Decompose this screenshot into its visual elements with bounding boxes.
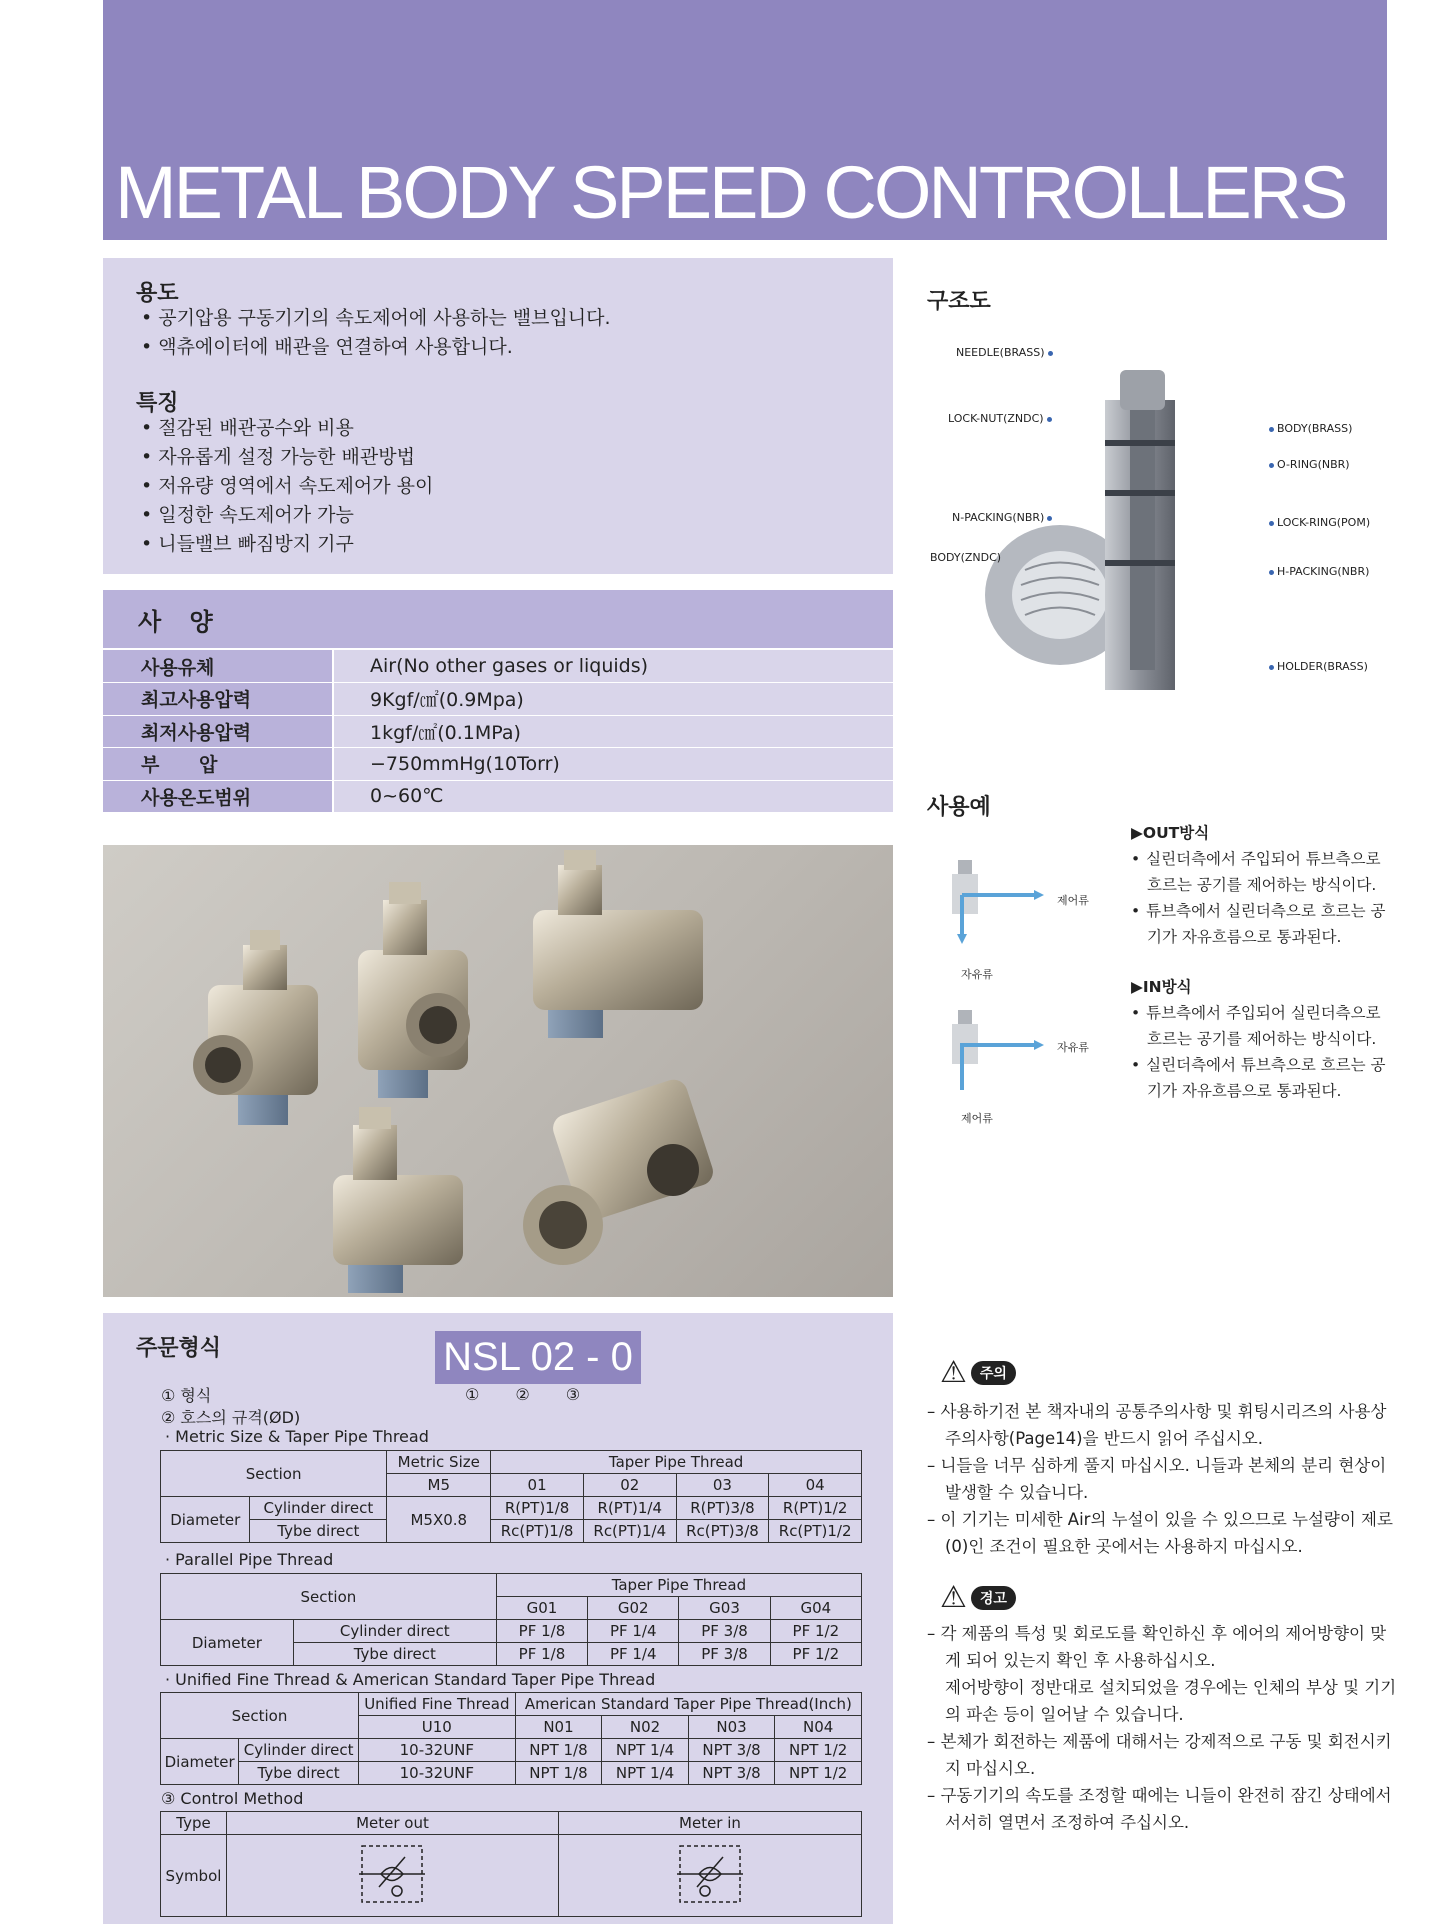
features-title: 특징 [136, 391, 179, 416]
table-cell: PF 1/8 [496, 1643, 587, 1666]
out-title: ▶OUT방식 [1131, 824, 1210, 842]
structure-diagram [985, 360, 1235, 700]
meter-in-label: Meter in [558, 1812, 861, 1835]
table-cell: NPT 1/8 [515, 1762, 602, 1785]
label-h-packing: H-PACKING(NBR) [1266, 565, 1369, 578]
tube-label: Tybe direct [293, 1643, 496, 1666]
spec-value: 0~60℃ [333, 780, 893, 813]
table-cell: NPT 1/4 [602, 1739, 689, 1762]
flow-label-control-2: 제어류 [961, 1112, 993, 1125]
list-item: • 저유량 영역에서 속도제어가 용이 [141, 472, 433, 501]
table-cell: NPT 1/2 [775, 1739, 862, 1762]
flow-label-control-1: 제어류 [1057, 894, 1089, 907]
table-cell: PF 1/8 [496, 1620, 587, 1643]
code-cell: U10 [358, 1716, 515, 1739]
usage-list [141, 304, 611, 362]
table-cell: NPT 1/2 [775, 1762, 862, 1785]
table-cell: NPT 3/8 [688, 1739, 775, 1762]
warning-notes [927, 1620, 1397, 1836]
taper-label: Taper Pipe Thread [496, 1574, 861, 1597]
warning-header [940, 1580, 1016, 1615]
fitting-2 [358, 882, 470, 1098]
spec-value: 9Kgf/㎠(0.9Mpa) [333, 683, 893, 716]
code-cell: N02 [602, 1716, 689, 1739]
spec-value: −750mmHg(10Torr) [333, 748, 893, 781]
list-item: • 튜브측에서 실린더측으로 흐르는 공기가 자유흐름으로 통과된다. [1147, 898, 1391, 950]
fitting-1 [193, 930, 318, 1125]
metric-label: Metric Size [387, 1451, 491, 1474]
metric-title: · Metric Size & Taper Pipe Thread [165, 1427, 429, 1446]
code-cell: 04 [769, 1474, 862, 1497]
section-label: Section [161, 1451, 387, 1497]
control-table [160, 1811, 862, 1917]
features-list [141, 414, 433, 559]
page-title: METAL BODY SPEED CONTROLLERS [115, 151, 1346, 234]
code-cell: G01 [496, 1597, 587, 1620]
warning-item: – 본체가 회전하는 제품에 대해서는 강제적으로 구동 및 회전시키지 마십시오. [927, 1732, 1392, 1778]
table-cell: 10-32UNF [358, 1762, 515, 1785]
code-markers [465, 1385, 580, 1404]
diameter-label: Diameter [161, 1739, 239, 1785]
meter-in-symbol-icon [677, 1843, 743, 1905]
flow-label-free-2: 자유류 [1057, 1041, 1089, 1054]
warning-item: – 각 제품의 특성 및 회로도를 확인하신 후 에어의 제어방향이 맞게 되어 있는지 확인 후 사용하십시오. [927, 1624, 1387, 1670]
cyl-label: Cylinder direct [293, 1620, 496, 1643]
spec-value: 1kgf/㎠(0.1MPa) [333, 715, 893, 748]
out-method [1131, 820, 1391, 950]
fitting-3 [533, 850, 703, 1038]
header-banner [103, 0, 1387, 240]
code-cell: G04 [770, 1597, 861, 1620]
table-cell: Rc(PT)1/2 [769, 1520, 862, 1543]
fitting-5 [523, 1076, 717, 1265]
label-o-ring: O-RING(NBR) [1266, 458, 1350, 471]
tube-label: Tybe direct [239, 1762, 359, 1785]
metric-table [160, 1450, 862, 1543]
order-format-panel [103, 1313, 893, 1924]
caution-item: – 사용하기전 본 책자내의 공통주의사항 및 휘팅시리즈의 사용상 주의사항(Page14)을 반드시 읽어 주십시오. [927, 1402, 1387, 1448]
spec-title: 사 양 [138, 608, 223, 636]
marker-1: ① [465, 1385, 480, 1404]
spec-key: 사용유체 [103, 650, 333, 683]
type-label: Type [161, 1812, 227, 1835]
structure-title: 구조도 [927, 289, 991, 314]
warning-item: – 구동기기의 속도를 조정할 때에는 니들이 완전히 잠긴 상태에서 서서히 열면서 조정하여 주십시오. [927, 1786, 1392, 1832]
list-item: • 자유롭게 설정 가능한 배관방법 [141, 443, 433, 472]
spec-value: Air(No other gases or liquids) [333, 650, 893, 683]
order-title: 주문형식 [136, 1336, 222, 1361]
caution-badge: 주의 [971, 1361, 1016, 1385]
list-item: • 절감된 배관공수와 비용 [141, 414, 433, 443]
meter-out-symbol [227, 1835, 559, 1917]
example-title: 사용예 [927, 795, 991, 820]
table-row [103, 780, 893, 813]
label-lock-ring: LOCK-RING(POM) [1266, 516, 1370, 529]
table-cell: R(PT)3/8 [676, 1497, 769, 1520]
table-cell: R(PT)1/2 [769, 1497, 862, 1520]
table-cell: NPT 1/8 [515, 1739, 602, 1762]
table-cell: PF 1/2 [770, 1643, 861, 1666]
marker-3: ③ [565, 1385, 581, 1404]
caution-notes [927, 1398, 1397, 1560]
fitting-4 [333, 1107, 463, 1293]
order-code-box [435, 1331, 641, 1384]
product-photo [103, 845, 893, 1297]
table-row [103, 683, 893, 716]
table-cell: R(PT)1/8 [491, 1497, 584, 1520]
code-cell: 02 [583, 1474, 676, 1497]
table-cell: NPT 1/4 [602, 1762, 689, 1785]
table-cell: PF 1/2 [770, 1620, 861, 1643]
section-label: Section [161, 1574, 497, 1620]
list-item: • 실린더측에서 주입되어 튜브측으로 흐르는 공기를 제어하는 방식이다. [1147, 846, 1391, 898]
section-label: Section [161, 1693, 359, 1739]
code-cell: N04 [775, 1716, 862, 1739]
diameter-label: Diameter [161, 1497, 250, 1543]
code-cell: G02 [588, 1597, 679, 1620]
code-cell: G03 [679, 1597, 770, 1620]
spec-key: 부 압 [103, 748, 333, 781]
label-body-brass: BODY(BRASS) [1266, 422, 1352, 435]
list-item: • 일정한 속도제어가 가능 [141, 501, 433, 530]
meter-in-symbol [558, 1835, 861, 1917]
unified-table [160, 1692, 862, 1785]
table-cell: Rc(PT)1/8 [491, 1520, 584, 1543]
in-title: ▶IN방식 [1131, 978, 1192, 996]
unified-label: Unified Fine Thread [358, 1693, 515, 1716]
meter-out-symbol-icon [359, 1843, 425, 1905]
list-item: • 튜브측에서 주입되어 실린더측으로 흐르는 공기를 제어하는 방식이다. [1147, 1000, 1391, 1052]
caution-item: – 니들을 너무 심하게 풀지 마십시오. 니들과 본체의 분리 현상이 발생할 수 있습니다. [927, 1456, 1387, 1502]
table-cell: PF 1/4 [588, 1620, 679, 1643]
code-cell: 01 [491, 1474, 584, 1497]
spec-header [103, 590, 893, 648]
list-item: • 공기압용 구동기기의 속도제어에 사용하는 밸브입니다. [141, 304, 611, 333]
warning-triangle-icon: ⚠ [940, 1355, 967, 1390]
cyl-label: Cylinder direct [250, 1497, 387, 1520]
unified-title: · Unified Fine Thread & American Standard Taper Pipe Thread [165, 1670, 656, 1689]
tube-label: Tybe direct [250, 1520, 387, 1543]
spec-table [103, 650, 893, 813]
table-cell: Rc(PT)3/8 [676, 1520, 769, 1543]
caution-item: – 이 기기는 미세한 Air의 누설이 있을 수 있으므로 누설량이 제로(0)인 조건이 필요한 곳에서는 사용하지 마십시오. [927, 1510, 1393, 1556]
table-row [103, 650, 893, 683]
control-title: ③ Control Method [161, 1789, 304, 1808]
meter-out-label: Meter out [227, 1812, 559, 1835]
table-cell: PF 3/8 [679, 1643, 770, 1666]
marker-2: ② [515, 1385, 530, 1404]
spec-key: 최저사용압력 [103, 715, 333, 748]
label-body-zndc: BODY(ZNDC) [930, 551, 1002, 564]
in-method [1131, 974, 1391, 1104]
american-label: American Standard Taper Pipe Thread(Inch) [515, 1693, 861, 1716]
table-row [103, 715, 893, 748]
table-cell: PF 1/4 [588, 1643, 679, 1666]
diameter-label: Diameter [161, 1620, 294, 1666]
parallel-table [160, 1573, 862, 1666]
label-holder: HOLDER(BRASS) [1266, 660, 1368, 673]
speed-controller-photo [103, 845, 893, 1297]
taper-label: Taper Pipe Thread [491, 1451, 862, 1474]
label-n-packing: N-PACKING(NBR) [952, 511, 1055, 524]
list-item: • 실린더측에서 튜브측으로 흐르는 공기가 자유흐름으로 통과된다. [1147, 1052, 1391, 1104]
code-cell: 03 [676, 1474, 769, 1497]
code-cell: M5 [387, 1474, 491, 1497]
warning-item: 제어방향이 정반대로 설치되었을 경우에는 인체의 부상 및 기기의 파손 등이 일어날 수 있습니다. [945, 1678, 1397, 1724]
table-cell: PF 3/8 [679, 1620, 770, 1643]
order-code: NSL 02 - 0 [443, 1335, 633, 1379]
usage-features-panel [103, 258, 893, 574]
order-item-1: ① 형식 [161, 1386, 212, 1405]
symbol-label: Symbol [161, 1835, 227, 1917]
warning-badge: 경고 [971, 1586, 1016, 1610]
parallel-title: · Parallel Pipe Thread [165, 1550, 334, 1569]
warning-triangle-icon: ⚠ [940, 1580, 967, 1615]
usage-title: 용도 [136, 281, 179, 306]
table-cell: M5X0.8 [387, 1497, 491, 1543]
code-cell: N03 [688, 1716, 775, 1739]
table-cell: 10-32UNF [358, 1739, 515, 1762]
spec-key: 사용온도범위 [103, 780, 333, 813]
table-cell: R(PT)1/4 [583, 1497, 676, 1520]
order-item-2: ② 호스의 규격(ØD) [161, 1408, 301, 1427]
cyl-label: Cylinder direct [239, 1739, 359, 1762]
table-cell: NPT 3/8 [688, 1762, 775, 1785]
code-cell: N01 [515, 1716, 602, 1739]
list-item: • 니들밸브 빠짐방지 기구 [141, 530, 433, 559]
label-needle: NEEDLE(BRASS) [956, 346, 1056, 359]
spec-key: 최고사용압력 [103, 683, 333, 716]
flow-diagram [940, 840, 1090, 1130]
table-row [103, 748, 893, 781]
caution-header [940, 1355, 1016, 1390]
table-cell: Rc(PT)1/4 [583, 1520, 676, 1543]
list-item: • 액츄에이터에 배관을 연결하여 사용합니다. [141, 333, 611, 362]
flow-label-free-1: 자유류 [961, 968, 993, 981]
label-lock-nut: LOCK-NUT(ZNDC) [948, 412, 1055, 425]
